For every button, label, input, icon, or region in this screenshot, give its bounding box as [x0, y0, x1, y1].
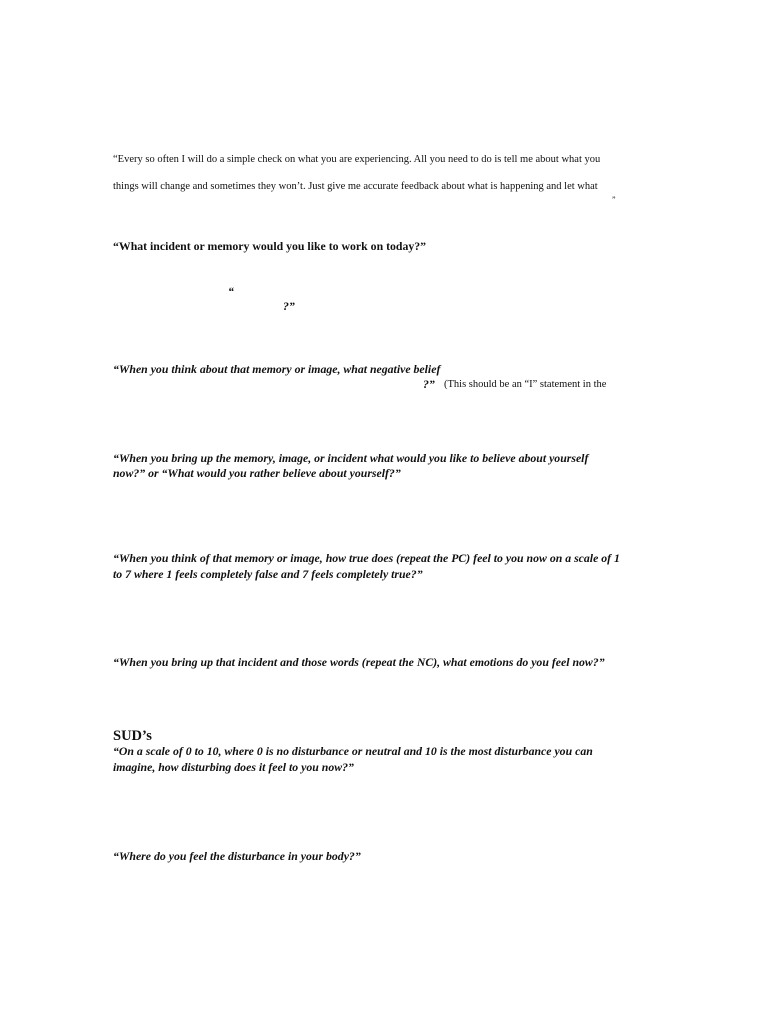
intro-line-1: “Every so often I will do a simple check on what you are experiencing. All you need to do is tell me about what you	[113, 154, 601, 165]
question-negative-belief-end: ?”	[423, 377, 435, 391]
intro-trailing-mark: ”	[612, 195, 616, 204]
question-positive-belief-line-1: “When you bring up the memory, image, or incident what would you like to believe about yourself	[113, 451, 589, 465]
question-voc-line-1: “When you think of that memory or image, how true does (repeat the PC) feel to you now on a scale of 1	[113, 551, 620, 565]
question-negative-belief: “When you think about that memory or image, what negative belief	[113, 362, 441, 376]
question-body: “Where do you feel the disturbance in your body?”	[113, 849, 361, 863]
image-question-open-quote: “	[228, 284, 234, 298]
suds-heading: SUD’s	[113, 728, 152, 744]
intro-line-2: things will change and sometimes they won’t. Just give me accurate feedback about what is happening and let what	[113, 181, 598, 192]
negative-belief-note: (This should be an “I” statement in the	[444, 379, 607, 390]
image-question-close: ?”	[283, 299, 295, 313]
question-voc-line-2: to 7 where 1 feels completely false and 7 feels completely true?”	[113, 567, 423, 581]
question-positive-belief-line-2: now?” or “What would you rather believe about yourself?”	[113, 466, 401, 480]
question-suds-line-2: imagine, how disturbing does it feel to you now?”	[113, 760, 354, 774]
question-memory: “What incident or memory would you like to work on today?”	[113, 239, 427, 253]
question-emotions: “When you bring up that incident and those words (repeat the NC), what emotions do you feel now?”	[113, 655, 605, 669]
question-suds-line-1: “On a scale of 0 to 10, where 0 is no disturbance or neutral and 10 is the most disturbance you can	[113, 744, 593, 758]
